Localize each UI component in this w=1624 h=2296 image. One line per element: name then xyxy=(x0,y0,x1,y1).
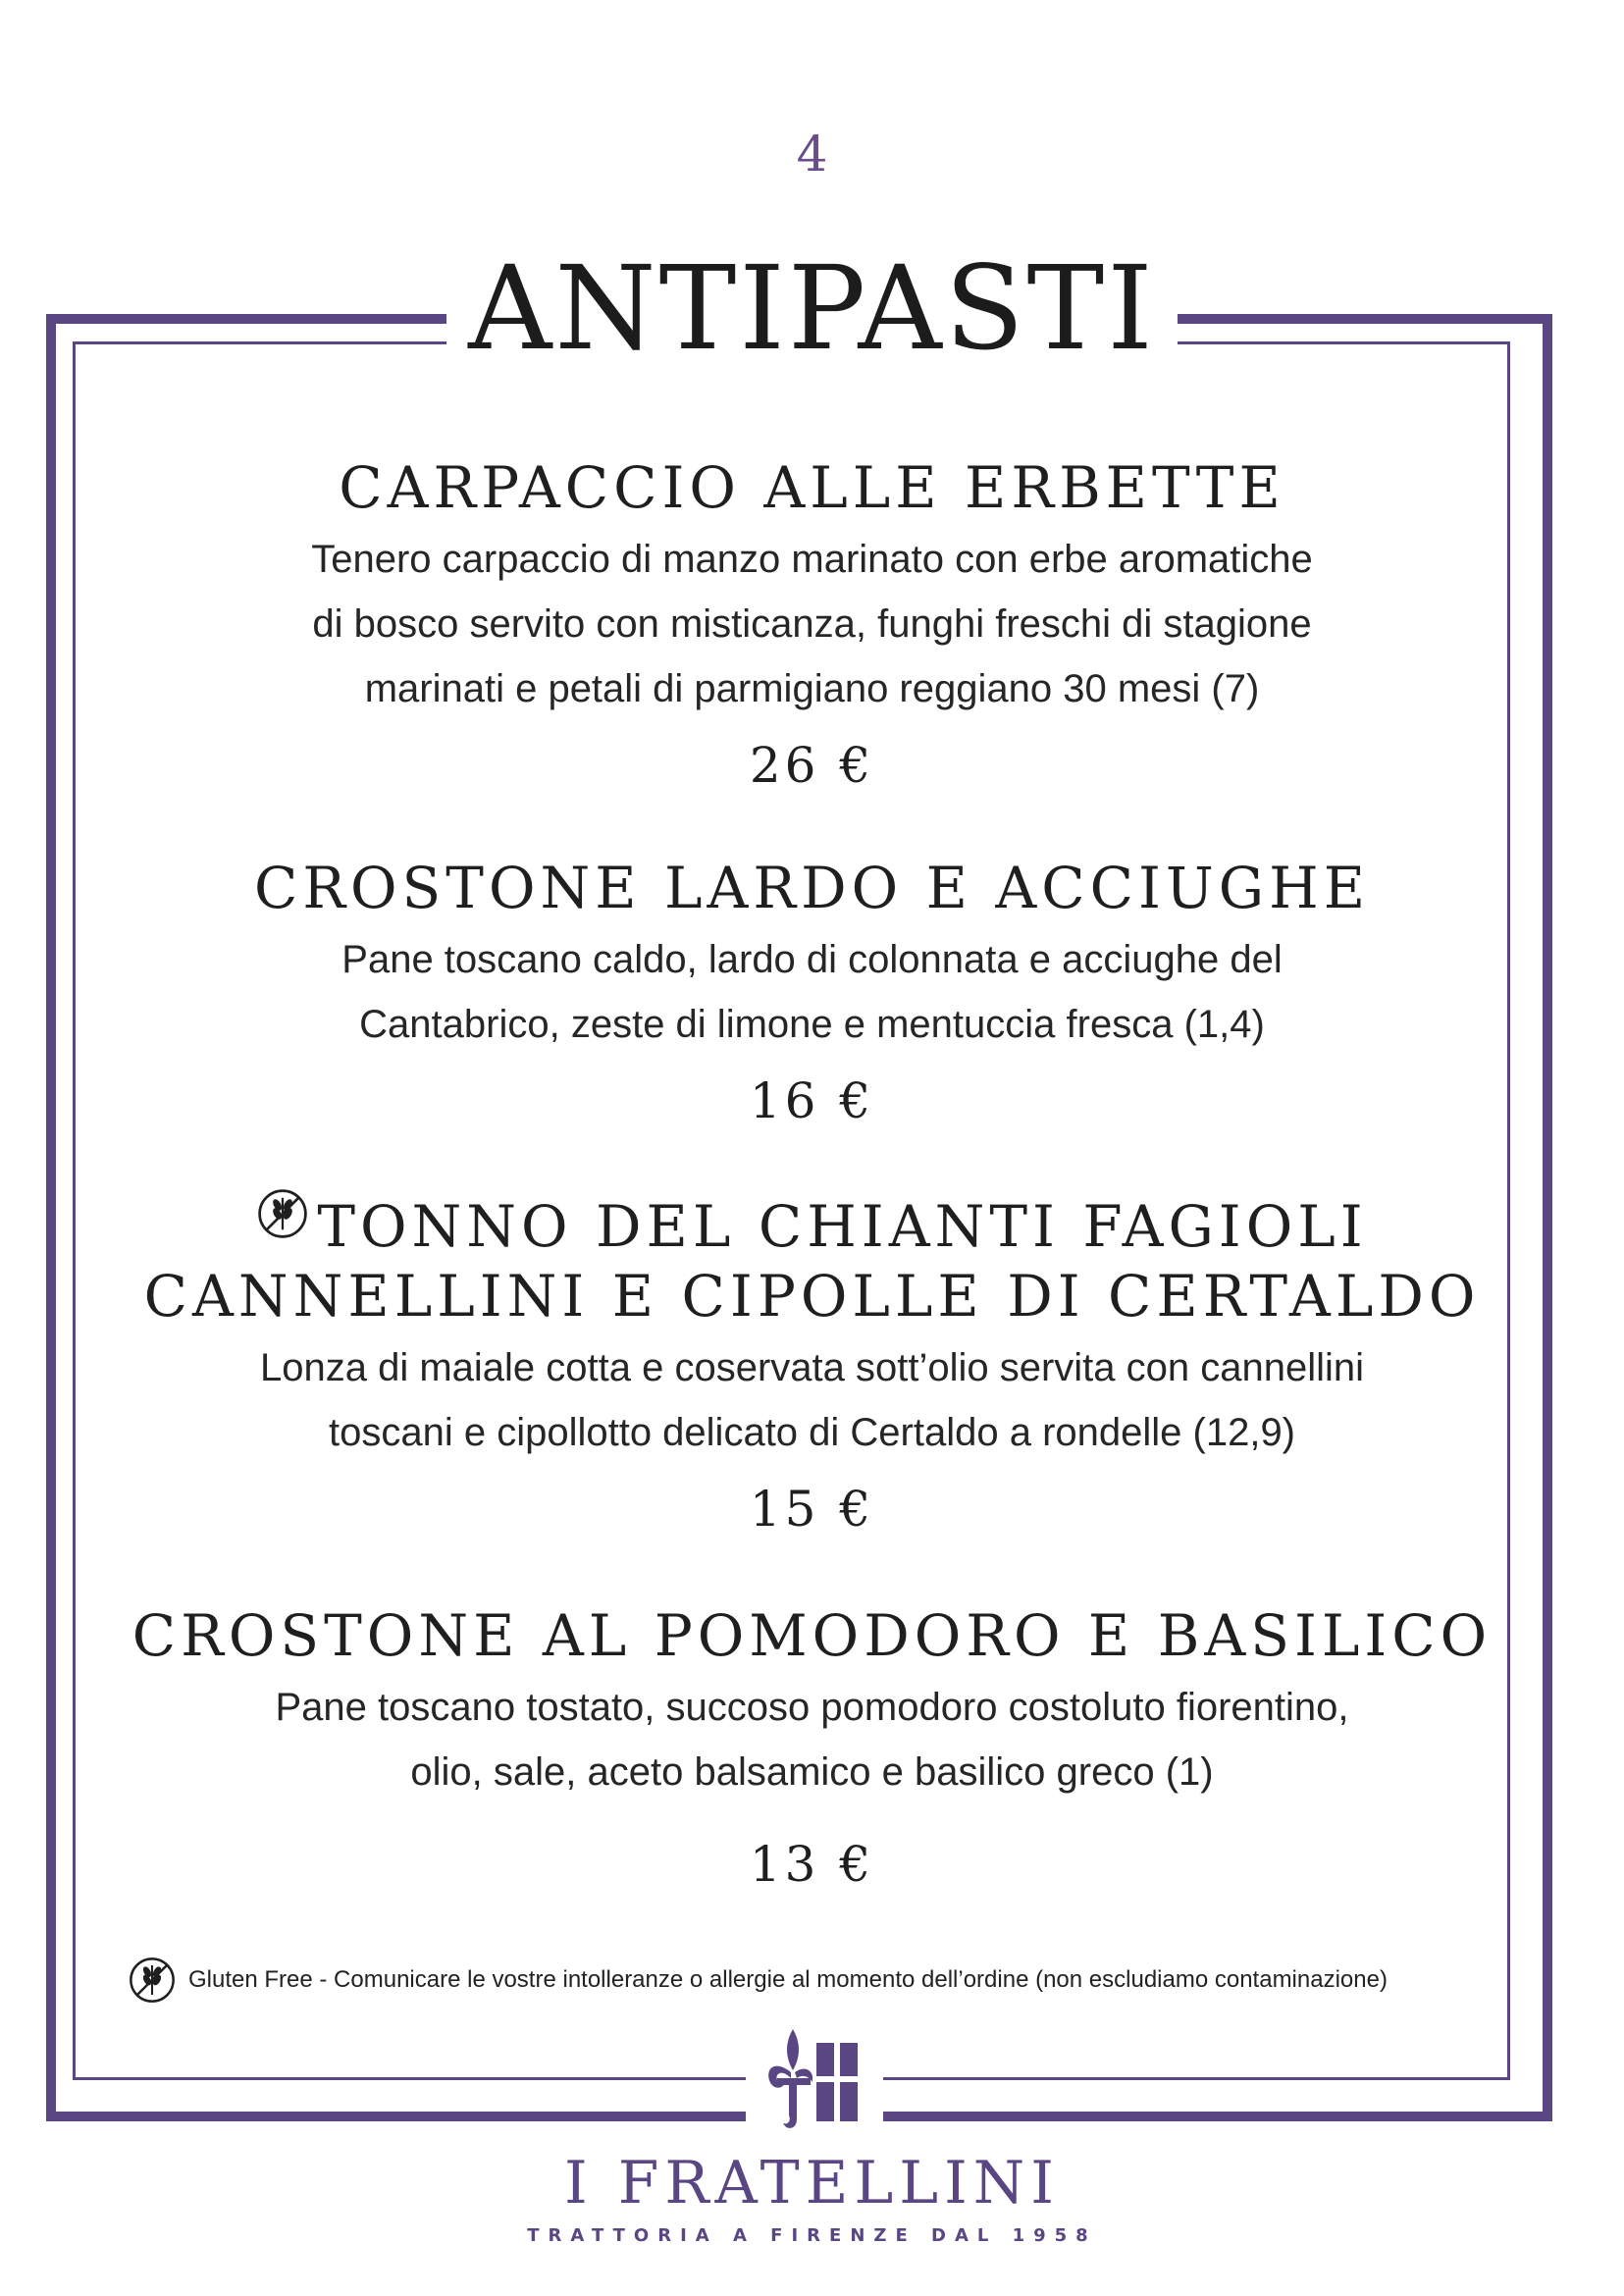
menu-item-description: Pane toscano caldo, lardo di colonnata e acciughe del Cantabrico, zeste di limone e mentuccia fresca (1,4) xyxy=(341,937,1283,1046)
page-number: 4 xyxy=(796,126,828,183)
menu-item-description: Lonza di maiale cotta e coservata sott’olio servita con cannellini toscani e cipollotto delicato di Certaldo a rondelle (12,9) xyxy=(259,1345,1365,1454)
menu-item-description: Pane toscano tostato, succoso pomodoro costoluto fiorentino, olio, sale, aceto balsamico e basilico greco (1) xyxy=(275,1685,1349,1794)
menu-item-price: 16 € xyxy=(749,1071,875,1129)
section-title: ANTIPASTI xyxy=(468,240,1156,376)
gluten-free-icon xyxy=(128,1956,177,2005)
menu-item-name: TONNO DEL CHIANTI FAGIOLI CANNELLINI E CIPOLLE DI CERTALDO xyxy=(0,1187,1624,1331)
menu-item-name: CROSTONE LARDO E ACCIUGHE xyxy=(253,855,1371,921)
fleur-de-lis-logo-icon xyxy=(763,2021,862,2139)
menu-item-price: 15 € xyxy=(749,1480,875,1538)
menu-item xyxy=(0,453,1624,794)
gluten-free-icon xyxy=(256,1187,309,1240)
brand-name: I FRATELLINI xyxy=(563,2149,1061,2218)
menu-item-price: 26 € xyxy=(749,736,875,794)
menu-item xyxy=(0,1187,1624,1538)
footnote-text: Gluten Free - Comunicare le vostre intolleranze o allergie al momento dell’ordine (non escludiamo contaminazione) xyxy=(188,1966,1388,1993)
menu-item-description: Tenero carpaccio di manzo marinato con erbe aromatiche di bosco servito con misticanza, funghi freschi di stagione marinati e petali di parmigiano reggiano 30 mesi (7) xyxy=(311,537,1313,710)
allergen-footnote xyxy=(128,1956,1388,2005)
menu-item-price: 13 € xyxy=(749,1835,875,1893)
brand-tagline: TRATTORIA A FIRENZE DAL 1958 xyxy=(527,2225,1097,2246)
menu-item-name: CARPACCIO ALLE ERBETTE xyxy=(339,454,1285,521)
menu-item xyxy=(0,854,1624,1129)
menu-item-name: CROSTONE AL POMODORO E BASILICO xyxy=(131,1602,1493,1669)
menu-item xyxy=(0,1601,1624,1893)
